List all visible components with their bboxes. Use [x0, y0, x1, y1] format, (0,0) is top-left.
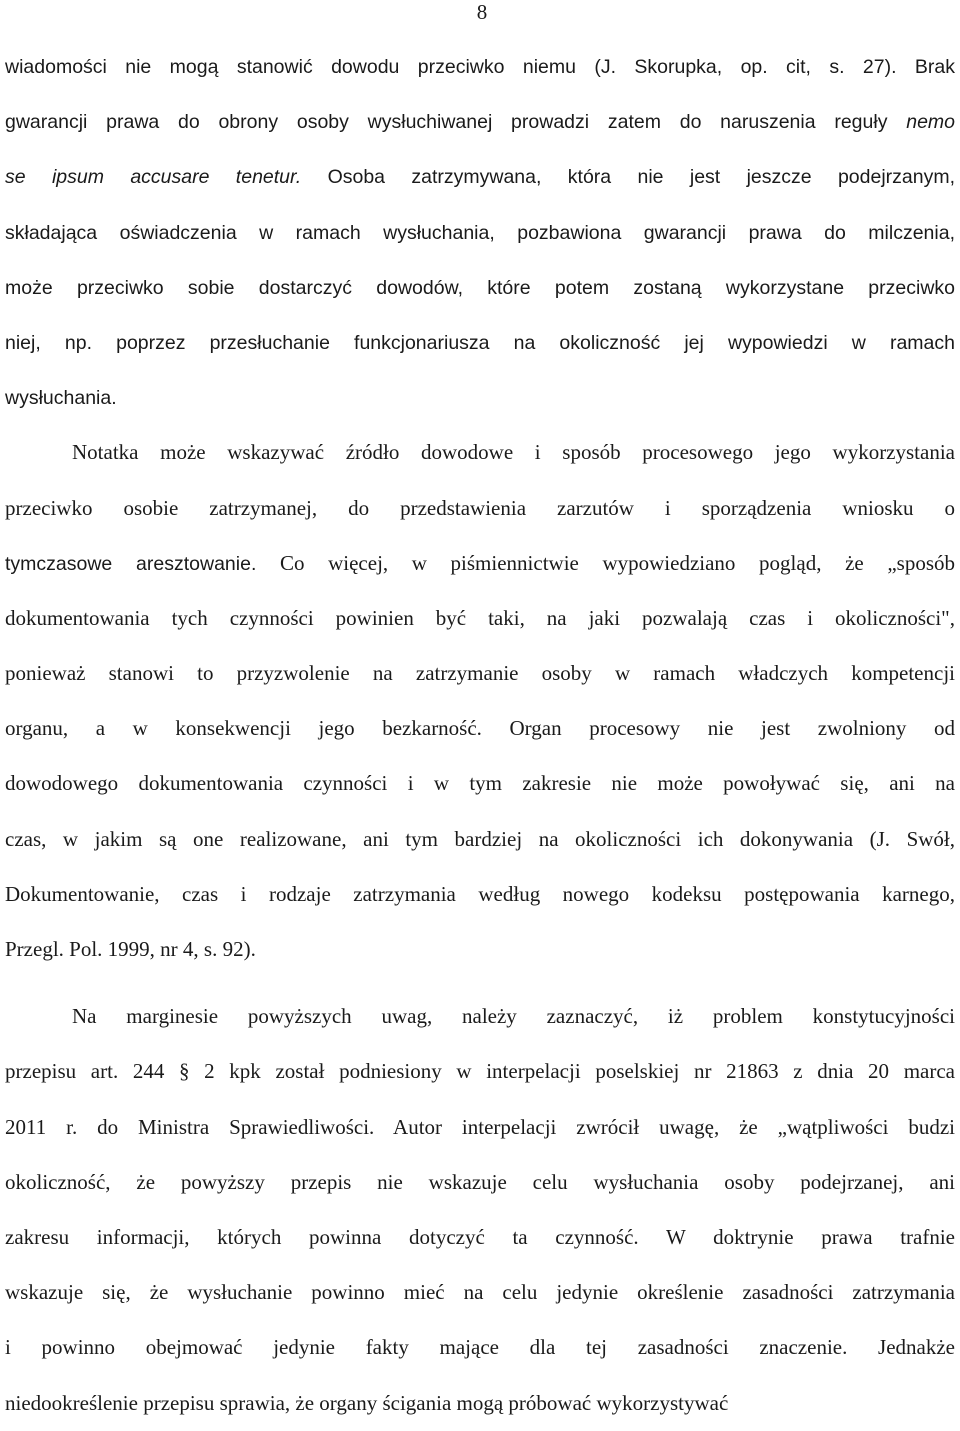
- text-segment: wysłuchania.: [5, 387, 117, 410]
- text-line: [5, 701, 955, 756]
- text-line: [5, 1210, 955, 1265]
- text-segment: Dokumentowanie, czas i rodzaje zatrzymania według nowego kodeksu postępowania karnego,: [5, 881, 955, 906]
- text-line: [5, 1044, 955, 1099]
- text-line: [5, 425, 955, 480]
- document-body: [5, 39, 955, 1431]
- paragraph: [5, 425, 955, 977]
- text-segment: 2 kpk został podniesiony w interpelacji poselskiej nr 21863 z dnia 20 marca: [189, 1059, 955, 1084]
- text-segment: tymczasowe aresztowanie.: [5, 552, 257, 575]
- text-segment: organu, a w konsekwencji jego bezkarność. Organ procesowy nie jest zwolniony od: [5, 716, 955, 741]
- text-segment: przepisu art. 244: [5, 1059, 179, 1084]
- text-line: [5, 867, 955, 922]
- text-line: [5, 149, 955, 204]
- text-segment: niej, np. poprzez przesłuchanie funkcjonariusza na okoliczność jej wypowiedzi w ramach: [5, 331, 955, 354]
- text-segment: gwarancji prawa do obrony osoby wysłuchiwanej prowadzi zatem do naruszenia reguły: [5, 111, 907, 134]
- text-segment: zakresu informacji, których powinna dotyczyć ta czynność. W doktrynie prawa trafnie: [5, 1224, 955, 1249]
- text-segment: Co więcej, w piśmiennictwie wypowiedziano pogląd, że „sposób: [256, 550, 955, 575]
- text-line: [5, 205, 955, 260]
- text-segment: i powinno obejmować jedynie fakty mające dla tej zasadności znaczenie. Jednakże: [5, 1335, 955, 1360]
- text-segment: dowodowego dokumentowania czynności i w tym zakresie nie może powoływać się, ani na: [5, 771, 955, 796]
- text-segment: okoliczność, że powyższy przepis nie wskazuje celu wysłuchania osoby podejrzanej, ani: [5, 1169, 955, 1194]
- text-line: [5, 812, 955, 867]
- text-segment: może przeciwko sobie dostarczyć dowodów, które potem zostaną wykorzystane przeciwko: [5, 276, 955, 299]
- text-line: [5, 756, 955, 811]
- text-line: [5, 536, 955, 591]
- text-line: [5, 1155, 955, 1210]
- section-sign: §: [179, 1059, 190, 1084]
- text-segment: czas, w jakim są one realizowane, ani tym bardziej na okoliczności ich dokonywania (J. Swół,: [5, 826, 955, 851]
- text-segment: Osoba zatrzymywana, która nie jest jeszcze podejrzanym,: [301, 166, 956, 189]
- page-number: 8: [476, 0, 488, 24]
- text-line: [5, 94, 955, 149]
- text-line: [5, 315, 955, 370]
- text-line: [5, 1265, 955, 1320]
- text-line: [5, 1376, 955, 1431]
- text-line: [5, 1100, 955, 1155]
- text-segment: wskazuje się, że wysłuchanie powinno mieć na celu jedynie określenie zasadności zatrzymania: [5, 1280, 955, 1305]
- text-line: [5, 922, 955, 977]
- paragraph-gap: [5, 977, 955, 989]
- text-line: [5, 646, 955, 701]
- text-segment: wiadomości nie mogą stanowić dowodu przeciwko niemu (J. Skorupka, op. cit, s. 27). Brak: [5, 56, 955, 78]
- paragraph: [5, 989, 955, 1431]
- text-segment: Na marginesie powyższych uwag, należy zaznaczyć, iż problem konstytucyjności: [72, 1004, 955, 1029]
- paragraph: [5, 39, 955, 425]
- text-segment: przeciwko osobie zatrzymanej, do przedstawienia zarzutów i sporządzenia wniosku o: [5, 495, 955, 520]
- text-segment: ponieważ stanowi to przyzwolenie na zatrzymanie osoby w ramach władczych kompetencji: [5, 661, 955, 686]
- text-line: [5, 370, 955, 425]
- text-line: [5, 1320, 955, 1375]
- text-line: [5, 260, 955, 315]
- text-segment: Notatka może wskazywać źródło dowodowe i sposób procesowego jego wykorzystania: [72, 440, 955, 465]
- text-line: [5, 591, 955, 646]
- text-segment: se ipsum accusare tenetur.: [5, 166, 302, 189]
- text-segment: 2011 r. do Ministra Sprawiedliwości. Autor interpelacji zwrócił uwagę, że „wątpliwości budzi: [5, 1114, 955, 1139]
- text-segment: składająca oświadczenia w ramach wysłuchania, pozbawiona gwarancji prawa do milczenia,: [5, 221, 955, 244]
- text-segment: niedookreślenie przepisu sprawia, że organy ścigania mogą próbować wykorzystywać: [5, 1390, 729, 1415]
- text-segment: dokumentowania tych czynności powinien być taki, na jaki pozwalają czas i okoliczności",: [5, 605, 955, 630]
- text-line: [5, 39, 955, 94]
- text-segment: nemo: [906, 111, 955, 134]
- text-segment: Przegl. Pol. 1999, nr 4, s. 92).: [5, 937, 256, 961]
- text-line: [5, 989, 955, 1044]
- text-line: [5, 481, 955, 536]
